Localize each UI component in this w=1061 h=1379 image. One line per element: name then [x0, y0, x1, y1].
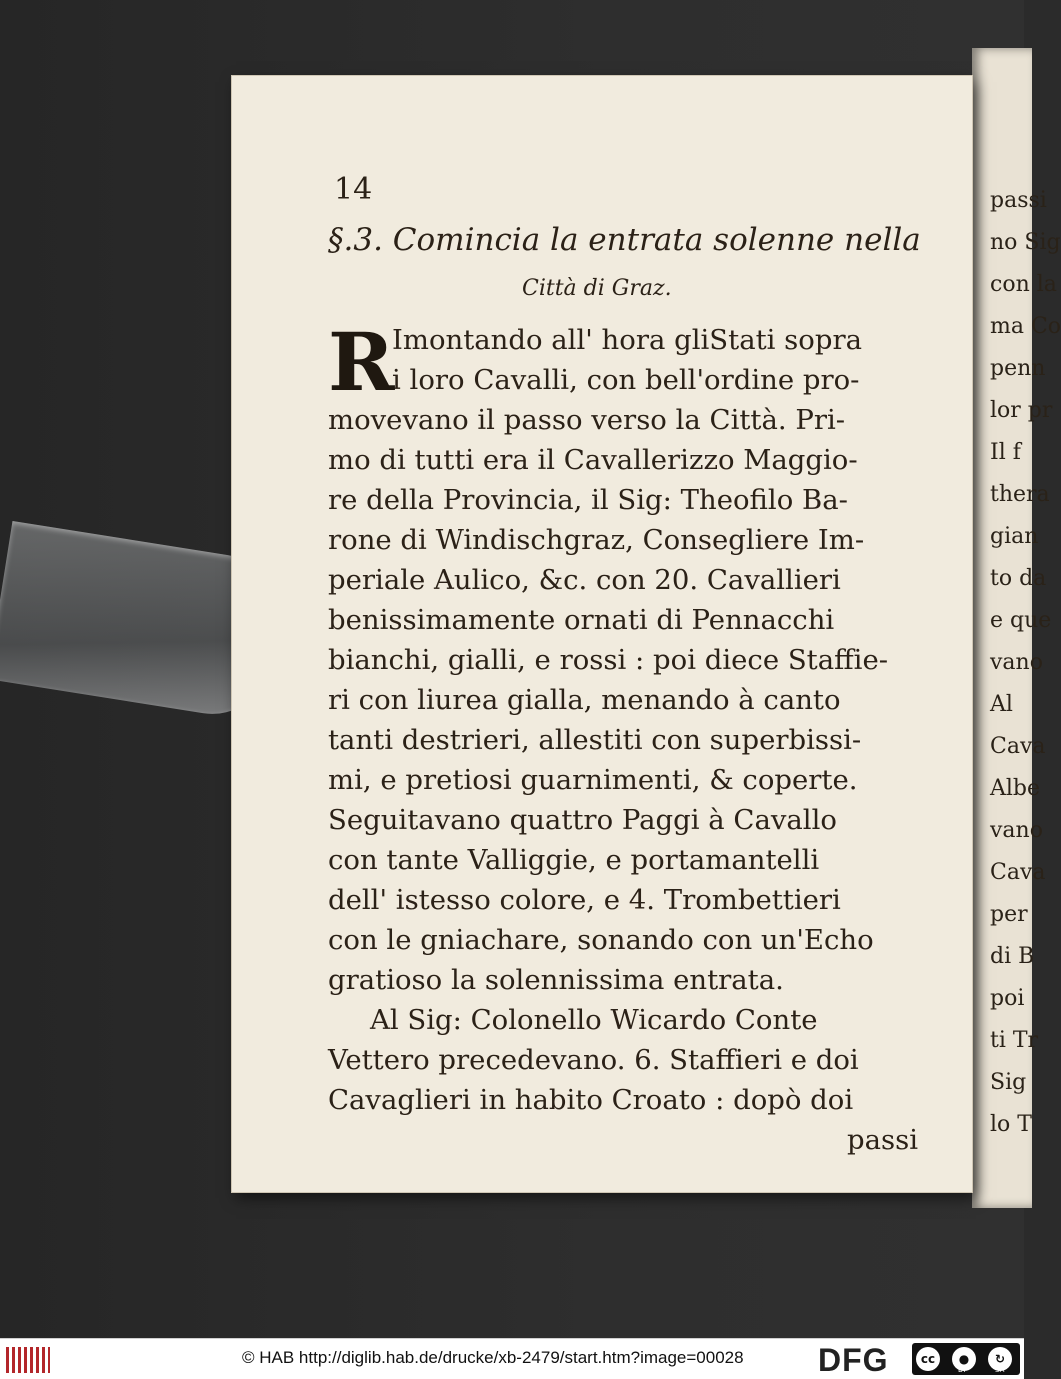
text-line: Cavaglieri in habito Croato : dopò doi	[328, 1084, 854, 1116]
text-line: mo di tutti era il Cavallerizzo Maggio-	[328, 444, 858, 476]
cc-license-badge[interactable]	[912, 1343, 1020, 1375]
cc-icon: cc	[916, 1347, 940, 1371]
facing-page-fragment: Il f	[990, 440, 1021, 465]
text-line: rone di Windischgraz, Consegliere Im-	[328, 524, 865, 556]
facing-page-fragment: Sig	[990, 1070, 1027, 1095]
section-subheading: Città di Graz.	[522, 276, 672, 301]
cc-sa-icon: ↻	[988, 1347, 1012, 1371]
page-number: 14	[334, 172, 373, 207]
facing-page-fragment: con la	[990, 272, 1057, 297]
facing-page-edge	[972, 48, 1061, 1208]
facing-page-fragment: lor pr	[990, 398, 1053, 423]
dfg-logo: DFG	[818, 1342, 889, 1378]
book-page	[232, 76, 972, 1192]
facing-page-fragment: Cava	[990, 860, 1046, 885]
facing-page-fragment: vano	[990, 650, 1043, 675]
text-line: Al Sig: Colonello Wicardo Conte	[370, 1004, 818, 1036]
body-text	[328, 315, 918, 1160]
text-line: gratioso la solennissima entrata.	[328, 964, 784, 996]
text-line: mi, e pretiosi guarnimenti, & coperte.	[328, 764, 858, 796]
facing-page-fragment: thera	[990, 482, 1050, 507]
facing-page-fragment: per	[990, 902, 1028, 927]
facing-page-fragment: no Sig	[990, 230, 1061, 255]
text-line: re della Provincia, il Sig: Theofilo Ba-	[328, 484, 848, 516]
text-line: bianchi, gialli, e rossi : poi diece Staffie-	[328, 644, 889, 676]
facing-page-fragment: gian	[990, 524, 1039, 549]
text-line: Imontando all' hora gliStati sopra	[392, 324, 862, 356]
facing-page-fragment: vano	[990, 818, 1043, 843]
hab-logo-icon	[6, 1347, 50, 1373]
text-line: ri con liurea gialla, menando à canto	[328, 684, 841, 716]
source-link[interactable]: © HAB http://diglib.hab.de/drucke/xb-2479/start.htm?image=00028	[242, 1348, 744, 1367]
text-line: con le gniachare, sonando con un'Echo	[328, 924, 874, 956]
text-line: con tante Valliggie, e portamantelli	[328, 844, 820, 876]
facing-page-fragment: ti Tr	[990, 1028, 1039, 1053]
cc-sa-label: SA	[995, 1366, 1005, 1374]
drop-cap: R	[328, 315, 395, 409]
text-line: dell' istesso colore, e 4. Trombettieri	[328, 884, 841, 916]
facing-page-fragment: Cava	[990, 734, 1046, 759]
facing-page-fragment: ma Co	[990, 314, 1061, 339]
facing-page-fragment: poi	[990, 986, 1025, 1011]
facing-page-fragment: Al	[990, 692, 1013, 717]
text-line: periale Aulico, &c. con 20. Cavallieri	[328, 564, 841, 596]
text-line: tanti destrieri, allestiti con superbissi-	[328, 724, 862, 756]
facing-page-fragment: Albe	[990, 776, 1041, 801]
text-line: Vettero precedevano. 6. Staffieri e doi	[328, 1044, 859, 1076]
facing-page-fragment: lo T	[990, 1112, 1032, 1137]
text-line: Seguitavano quattro Paggi à Cavallo	[328, 804, 837, 836]
facing-page-fragment: e que	[990, 608, 1052, 633]
facing-page-fragment: penn	[990, 356, 1046, 381]
text-line: i loro Cavalli, con bell'ordine pro-	[392, 364, 860, 396]
cc-by-label: BY	[958, 1366, 967, 1374]
facing-page-fragment: to da	[990, 566, 1047, 591]
text-line: movevano il passo verso la Città. Pri-	[328, 404, 846, 436]
text-line: benissimamente ornati di Pennacchi	[328, 604, 835, 636]
cc-by-icon: ●	[952, 1347, 976, 1371]
section-heading: §.3. Comincia la entrata solenne nella	[328, 222, 921, 258]
catchword: passi	[846, 1124, 918, 1156]
facing-page-fragment: di B	[990, 944, 1035, 969]
facing-page-fragment: passi	[990, 188, 1047, 213]
viewer-footer	[0, 1338, 1024, 1379]
